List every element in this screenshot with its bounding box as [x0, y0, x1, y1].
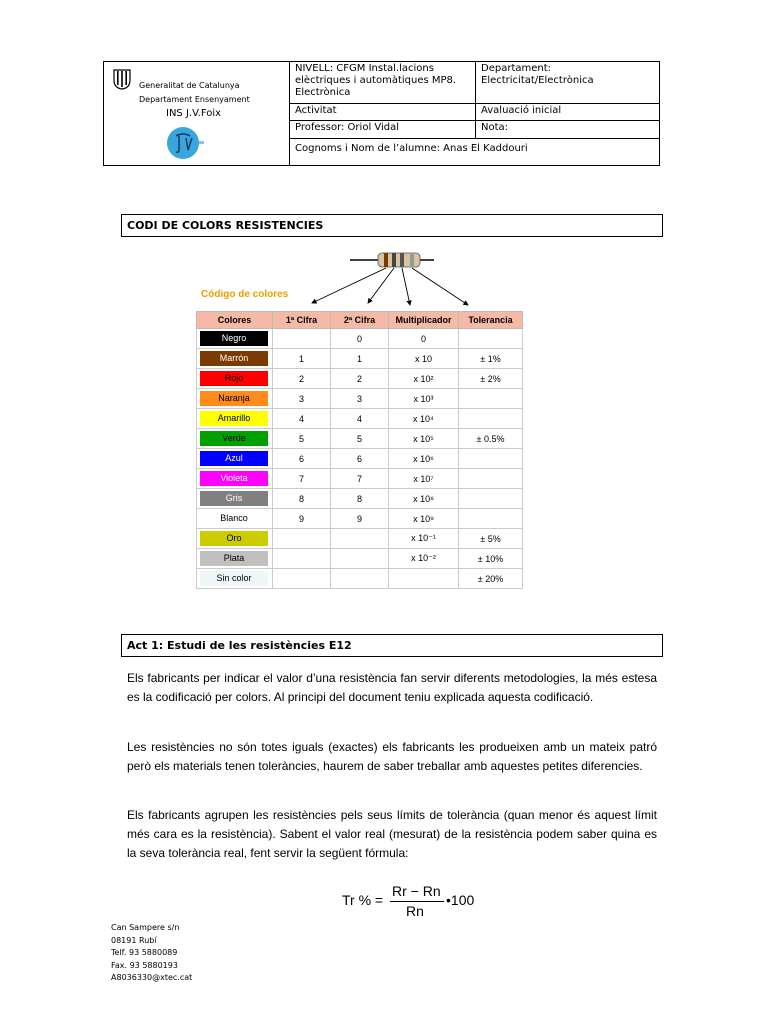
cell-c1: 4 [273, 409, 331, 429]
color-swatch-cell [197, 469, 273, 489]
resistor-diagram [200, 245, 530, 315]
cell-tol: ± 10% [459, 549, 523, 569]
color-swatch-cell [197, 529, 273, 549]
cell-tol: ± 1% [459, 349, 523, 369]
cell-c2 [331, 529, 389, 549]
cell-mult: x 10⁵ [389, 429, 459, 449]
cell-c2: 0 [331, 329, 389, 349]
color-code-table [196, 311, 523, 589]
column-header: 2ª Cifra [331, 312, 389, 329]
cell-c1: 7 [273, 469, 331, 489]
cell-mult: x 10⁻¹ [389, 529, 459, 549]
color-swatch-cell [197, 569, 273, 589]
cell-tol [459, 489, 523, 509]
cell-c2: 5 [331, 429, 389, 449]
cell-c1: 8 [273, 489, 331, 509]
table-row [197, 489, 523, 509]
section-title-activity-1: Act 1: Estudi de les resistències E12 [121, 634, 663, 657]
cell-c2: 9 [331, 509, 389, 529]
color-code-title: Código de colores [201, 289, 289, 300]
cell-mult: x 10⁴ [389, 409, 459, 429]
cell-c1: 9 [273, 509, 331, 529]
color-swatch: Naranja [200, 391, 268, 406]
header-logo-cell [104, 62, 290, 165]
color-swatch: Negro [200, 331, 268, 346]
color-swatch: Marrón [200, 351, 268, 366]
cell-c1 [273, 529, 331, 549]
footer-email: A8036330@xtec.cat [111, 973, 193, 982]
footer-phone: Telf. 93 5880089 [111, 948, 178, 957]
cell-mult: 0 [389, 329, 459, 349]
footer-city: 08191 Rubí [111, 935, 157, 945]
cell-c2 [331, 569, 389, 589]
color-swatch: Rojo [200, 371, 268, 386]
table-row [197, 509, 523, 529]
header-table [103, 61, 660, 166]
table-row [197, 429, 523, 449]
cell-c1: 6 [273, 449, 331, 469]
section-title-color-code: CODI DE COLORS RESISTENCIES [121, 214, 663, 237]
cell-c2: 3 [331, 389, 389, 409]
cell-tol [459, 449, 523, 469]
cell-c2: 7 [331, 469, 389, 489]
table-row [197, 369, 523, 389]
color-swatch: Violeta [200, 471, 268, 486]
cell-c2: 6 [331, 449, 389, 469]
cell-c2: 1 [331, 349, 389, 369]
table-header-row [197, 312, 523, 329]
color-swatch: Blanco [200, 511, 268, 526]
cell-mult: x 10⁻² [389, 549, 459, 569]
paragraph: Els fabricants agrupen les resistències pels seus límits de tolerància (quan menor és aquest límit més cara es la resistència). Sabent el valor real (mesurat) de la resistència podem saber quina es la seva tolerància real, fent servir la següent fórmula: [127, 808, 657, 860]
table-row [197, 569, 523, 589]
cell-c2: 4 [331, 409, 389, 429]
table-row [197, 449, 523, 469]
color-swatch-cell [197, 329, 273, 349]
table-row [197, 409, 523, 429]
color-swatch: Plata [200, 551, 268, 566]
color-swatch: Amarillo [200, 411, 268, 426]
color-swatch-cell [197, 489, 273, 509]
cell-c1 [273, 549, 331, 569]
color-swatch-cell [197, 369, 273, 389]
footer-street: Can Sampere s/n [111, 923, 180, 932]
cell-mult: x 10⁷ [389, 469, 459, 489]
color-swatch: Gris [200, 491, 268, 506]
generalitat-logo-icon [112, 68, 132, 90]
cell-tol [459, 389, 523, 409]
cell-tol [459, 469, 523, 489]
cell-mult: x 10⁶ [389, 449, 459, 469]
footer-address [111, 922, 192, 985]
cell-mult: x 10⁸ [389, 489, 459, 509]
table-row [197, 469, 523, 489]
color-code-body [197, 329, 523, 589]
table-row [197, 549, 523, 569]
cell-tol: ± 0.5% [459, 429, 523, 449]
color-swatch-cell [197, 409, 273, 429]
cell-tol: ± 2% [459, 369, 523, 389]
table-row [197, 529, 523, 549]
cell-c1: 5 [273, 429, 331, 449]
org-line2: Departament Ensenyament [139, 95, 250, 104]
cell-mult: x 10⁹ [389, 509, 459, 529]
cell-tol: ± 5% [459, 529, 523, 549]
color-swatch-cell [197, 549, 273, 569]
formula-lhs: Tr % = [342, 892, 384, 908]
column-header: Multiplicador [389, 312, 459, 329]
column-header: Colores [197, 312, 273, 329]
color-swatch-cell [197, 449, 273, 469]
header-info [290, 62, 659, 165]
color-swatch-cell [197, 509, 273, 529]
cell-mult: x 10³ [389, 389, 459, 409]
formula-denominator: Rn [406, 903, 424, 919]
color-swatch: Verde [200, 431, 268, 446]
cell-c1: 3 [273, 389, 331, 409]
cell-c2 [331, 549, 389, 569]
alumne-cell: Cognoms i Nom de l’alumne: Anas El Kaddouri [295, 143, 528, 155]
cell-c2: 8 [331, 489, 389, 509]
cell-tol [459, 329, 523, 349]
formula-tail: •100 [446, 892, 475, 908]
cell-c2: 2 [331, 369, 389, 389]
paragraph: Els fabricants per indicar el valor d’una resistència fan servir diferents metodologies, la més estesa es la codificació per colors. Al principi del document teniu explicada aquesta codificació. [127, 671, 657, 704]
column-header: 1ª Cifra [273, 312, 331, 329]
cell-c1: 1 [273, 349, 331, 369]
cell-c1: 2 [273, 369, 331, 389]
school-logo-icon [166, 126, 204, 160]
fraction-bar [390, 901, 444, 902]
color-swatch: Sin color [200, 571, 268, 586]
school-name: INS J.V.Foix [166, 108, 222, 119]
professor-cell: Professor: Oriol Vidal [290, 121, 476, 138]
paragraph: Les resistències no són totes iguals (exactes) els fabricants les produeixen amb un mateix patró però els materials tenen toleràncies, haurem de saber treballar amb aquestes petites diferencies. [127, 740, 657, 773]
cell-tol [459, 409, 523, 429]
color-swatch-cell [197, 349, 273, 369]
color-swatch: Oro [200, 531, 268, 546]
formula-numerator: Rr − Rn [392, 883, 441, 899]
cell-mult: x 10 [389, 349, 459, 369]
color-swatch: Azul [200, 451, 268, 466]
footer-fax: Fax. 93 5880193 [111, 960, 178, 970]
column-header: Tolerancia [459, 312, 523, 329]
cell-c1 [273, 329, 331, 349]
nivell-cell: NIVELL: CFGM Instal.lacions elèctriques i automàtiques MP8. Electrònica [290, 62, 476, 103]
activitat-value: Avaluació inicial [481, 104, 562, 116]
cell-mult: x 10² [389, 369, 459, 389]
nota-cell: Nota: [481, 122, 509, 134]
color-swatch-cell [197, 389, 273, 409]
org-line1: Generalitat de Catalunya [139, 81, 240, 90]
cell-tol: ± 20% [459, 569, 523, 589]
table-row [197, 329, 523, 349]
tolerance-formula [340, 880, 490, 920]
table-row [197, 389, 523, 409]
color-swatch-cell [197, 429, 273, 449]
departament-cell: Departament: Electricitat/Electrònica [481, 63, 594, 86]
table-row [197, 349, 523, 369]
cell-tol [459, 509, 523, 529]
activitat-label: Activitat [290, 104, 476, 121]
cell-c1 [273, 569, 331, 589]
cell-mult [389, 569, 459, 589]
